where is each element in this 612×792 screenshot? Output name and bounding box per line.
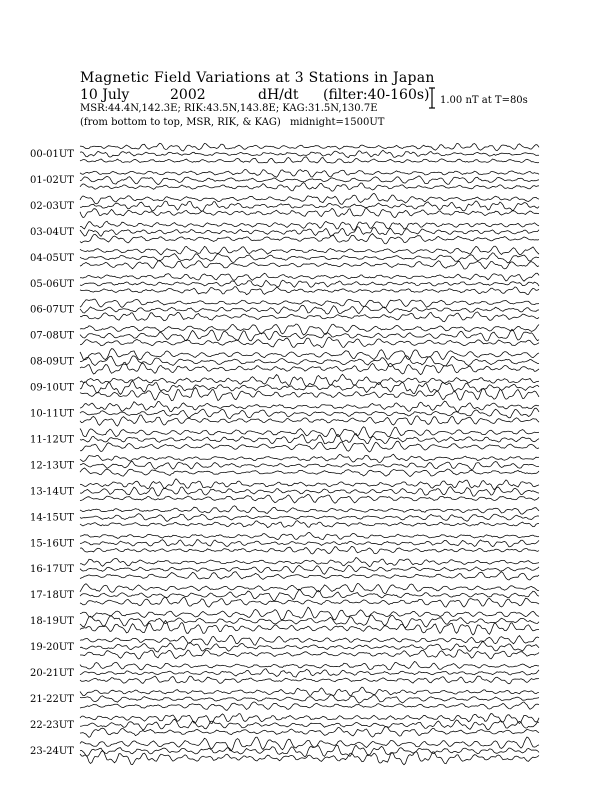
station-trace-MSR bbox=[80, 546, 539, 554]
hour-label: 08-09UT bbox=[30, 356, 74, 368]
station-trace-RIK bbox=[80, 356, 539, 367]
station-trace-KAG bbox=[80, 299, 539, 308]
hour-row bbox=[30, 349, 539, 375]
station-trace-RIK bbox=[80, 695, 539, 704]
station-trace-RIK bbox=[80, 615, 539, 628]
scale-bar-label: 1.00 nT at T=80s bbox=[440, 95, 528, 106]
station-trace-MSR bbox=[80, 157, 539, 163]
station-trace-MSR bbox=[80, 572, 539, 580]
station-trace-RIK bbox=[80, 150, 539, 157]
station-trace-KAG bbox=[80, 169, 539, 177]
station-trace-KAG bbox=[80, 193, 539, 204]
station-trace-MSR bbox=[80, 183, 539, 192]
station-trace-MSR bbox=[80, 337, 539, 348]
hour-row bbox=[30, 635, 539, 659]
station-trace-MSR bbox=[80, 388, 539, 401]
hour-row bbox=[30, 427, 539, 452]
date-year: 2002 bbox=[170, 87, 206, 103]
hour-row bbox=[30, 714, 539, 738]
station-trace-MSR bbox=[80, 597, 539, 607]
station-trace-MSR bbox=[80, 312, 539, 322]
hour-row bbox=[30, 662, 539, 684]
station-trace-RIK bbox=[80, 280, 539, 287]
hour-row bbox=[30, 273, 539, 294]
chart-title: Magnetic Field Variations at 3 Stations in Japan bbox=[80, 70, 435, 86]
station-trace-RIK bbox=[80, 642, 539, 652]
hour-row bbox=[30, 143, 539, 163]
date-day: 10 July bbox=[80, 87, 130, 103]
order-note: (from bottom to top, MSR, RIK, & KAG) bbox=[80, 117, 281, 128]
station-trace-RIK bbox=[80, 227, 539, 237]
hour-label: 12-13UT bbox=[30, 460, 74, 472]
station-trace-KAG bbox=[80, 427, 539, 438]
hour-label: 10-11UT bbox=[30, 408, 74, 420]
station-trace-MSR bbox=[80, 521, 539, 528]
filter-label: (filter:40-160s) bbox=[323, 87, 430, 103]
station-coordinates: MSR:44.4N,142.3E; RIK:43.5N,143.8E; KAG:31.5N,130.7E bbox=[80, 103, 378, 114]
station-trace-KAG bbox=[80, 635, 539, 645]
hour-label: 20-21UT bbox=[30, 668, 74, 679]
station-trace-KAG bbox=[80, 583, 539, 593]
station-trace-KAG bbox=[80, 506, 539, 514]
station-trace-MSR bbox=[80, 468, 539, 477]
station-trace-RIK bbox=[80, 565, 539, 574]
hour-label: 03-04UT bbox=[30, 226, 74, 238]
hour-label: 16-17UT bbox=[30, 564, 74, 576]
hour-row bbox=[30, 687, 539, 710]
hour-row bbox=[30, 299, 539, 322]
station-trace-RIK bbox=[80, 201, 539, 212]
hour-row bbox=[30, 479, 539, 504]
station-trace-MSR bbox=[80, 287, 539, 295]
midnight-note: midnight=1500UT bbox=[289, 117, 385, 128]
hour-label: 04-05UT bbox=[30, 252, 74, 264]
station-trace-RIK bbox=[80, 514, 539, 522]
hour-label: 07-08UT bbox=[30, 330, 74, 342]
hour-row bbox=[30, 737, 539, 765]
station-trace-MSR bbox=[80, 726, 539, 737]
station-trace-KAG bbox=[80, 532, 539, 539]
hour-label: 17-18UT bbox=[30, 590, 74, 602]
station-trace-KAG bbox=[80, 558, 539, 567]
hour-label: 01-02UT bbox=[30, 174, 74, 186]
station-trace-KAG bbox=[80, 479, 539, 490]
station-trace-KAG bbox=[80, 662, 539, 670]
station-trace-KAG bbox=[80, 737, 539, 751]
station-trace-RIK bbox=[80, 669, 539, 677]
hour-row bbox=[30, 558, 539, 581]
station-trace-KAG bbox=[80, 454, 539, 462]
hour-label: 15-16UT bbox=[30, 538, 74, 550]
station-trace-KAG bbox=[80, 349, 539, 360]
station-trace-MSR bbox=[80, 208, 539, 218]
hour-row bbox=[30, 532, 539, 554]
station-trace-KAG bbox=[80, 273, 539, 281]
hour-label: 13-14UT bbox=[30, 486, 74, 498]
hour-label: 06-07UT bbox=[30, 304, 74, 316]
hour-label: 23-24UT bbox=[30, 745, 74, 757]
station-trace-KAG bbox=[80, 401, 539, 412]
hour-rows bbox=[30, 143, 539, 764]
hour-row bbox=[30, 221, 539, 244]
hour-label: 21-22UT bbox=[30, 693, 74, 705]
station-trace-KAG bbox=[80, 714, 539, 724]
hour-label: 18-19UT bbox=[30, 616, 74, 628]
hour-label: 02-03UT bbox=[30, 200, 74, 212]
station-trace-MSR bbox=[80, 441, 539, 452]
station-trace-RIK bbox=[80, 305, 539, 314]
station-trace-KAG bbox=[80, 687, 539, 696]
hour-row bbox=[30, 583, 539, 607]
quantity-label: dH/dt bbox=[258, 87, 299, 103]
hour-label: 00-01UT bbox=[30, 149, 74, 160]
hour-row bbox=[30, 246, 539, 269]
station-trace-RIK bbox=[80, 590, 539, 601]
hour-label: 14-15UT bbox=[30, 512, 74, 524]
station-trace-RIK bbox=[80, 540, 539, 547]
station-trace-KAG bbox=[80, 143, 539, 151]
station-trace-KAG bbox=[80, 246, 539, 255]
station-trace-RIK bbox=[80, 176, 539, 185]
station-trace-MSR bbox=[80, 260, 539, 269]
station-trace-MSR bbox=[80, 676, 539, 684]
hour-label: 22-23UT bbox=[30, 719, 74, 731]
station-trace-MSR bbox=[80, 621, 539, 635]
hour-label: 19-20UT bbox=[30, 642, 74, 654]
hour-row bbox=[30, 374, 539, 400]
station-trace-MSR bbox=[80, 702, 539, 711]
station-trace-MSR bbox=[80, 234, 539, 244]
hour-row bbox=[30, 169, 539, 191]
hour-label: 11-12UT bbox=[30, 434, 74, 446]
hour-row bbox=[30, 454, 539, 476]
station-trace-KAG bbox=[80, 324, 539, 335]
hour-row bbox=[30, 193, 539, 217]
station-trace-MSR bbox=[80, 415, 539, 426]
station-trace-RIK bbox=[80, 462, 539, 470]
hour-row bbox=[30, 607, 539, 635]
hour-row bbox=[30, 506, 539, 528]
hour-label: 05-06UT bbox=[30, 278, 74, 290]
station-trace-MSR bbox=[80, 494, 539, 503]
hour-row bbox=[30, 401, 539, 426]
station-trace-KAG bbox=[80, 607, 539, 620]
hour-label: 09-10UT bbox=[30, 382, 74, 394]
hour-row bbox=[30, 324, 539, 348]
